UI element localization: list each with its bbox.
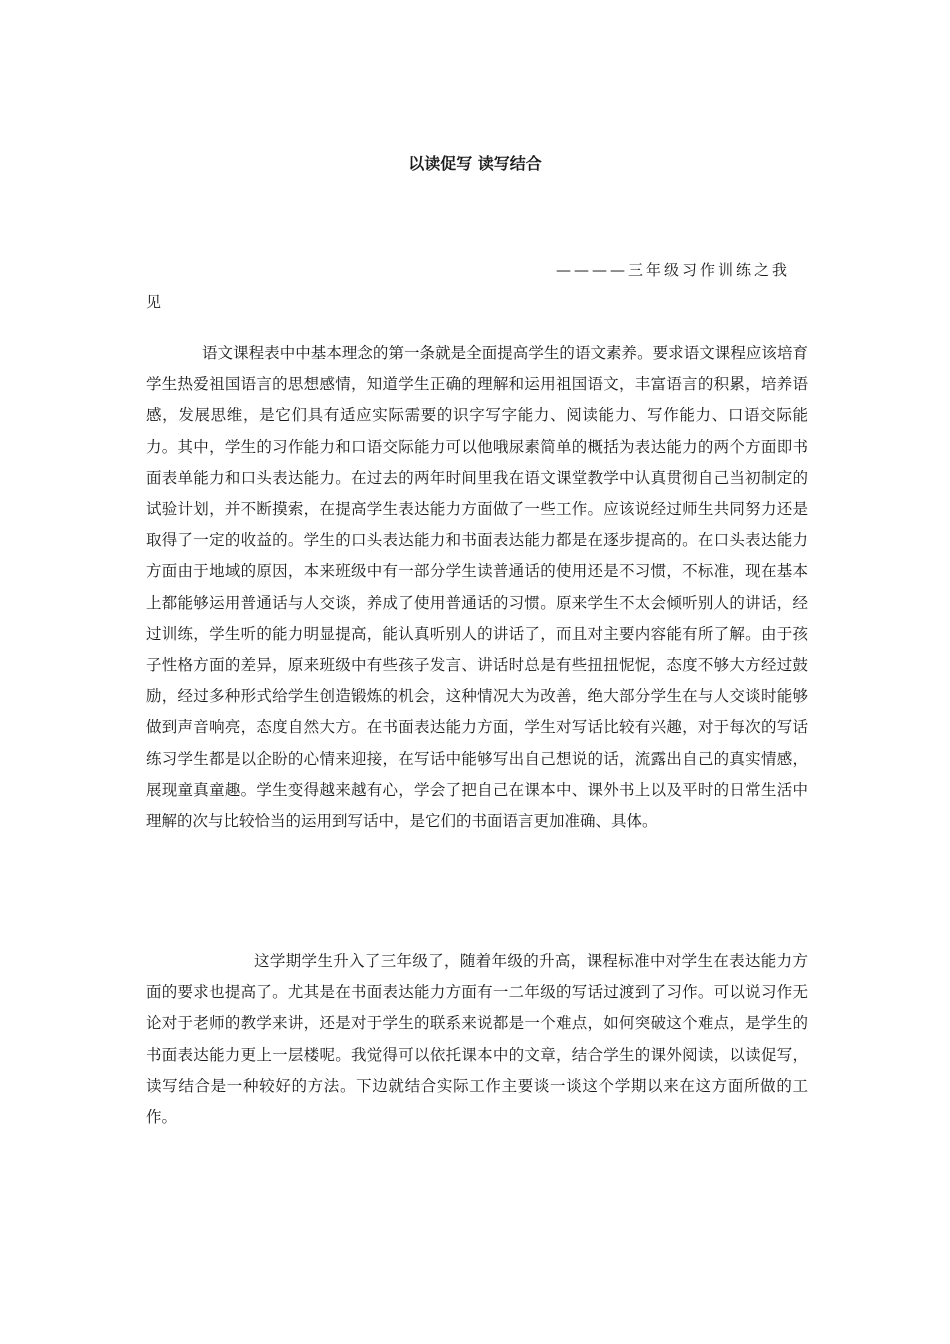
paragraph-1: 语文课程表中中基本理念的第一条就是全面提高学生的语文素养。要求语文课程应该培育学生热爱祖国语言的思想感情，知道学生正确的理解和运用祖国语文，丰富语言的积累，培养语感，发展思维，是它们具有适应实际需要的识字写字能力、阅读能力、写作能力、口语交际能力。其中，学生的习作能力和口语交际能力可以他哦尿素简单的概括为表达能力的两个方面即书面表单能力和口头表达能力。在过去的两年时间里我在语文课堂教学中认真贯彻自己当初制定的试验计划，并不断摸索，在提高学生表达能力方面做了一些工作。应该说经过师生共同努力还是取得了一定的收益的。学生的口头表达能力和书面表达能力都是在逐步提高的。在口头表达能力方面由于地域的原因，本来班级中有一部分学生读普通话的使用还是不习惯，不标准，现在基本上都能够运用普通话与人交谈，养成了使用普通话的习惯。原来学生不太会倾听别人的讲话，经过训练，学生听的能力明显提高，能认真听别人的讲话了，而且对主要内容能有所了解。由于孩子性格方面的差异，原来班级中有些孩子发言、讲话时总是有些扭扭怩怩，态度不够大方经过鼓励，经过多种形式给学生创造锻炼的机会，这种情况大为改善，绝大部分学生在与人交谈时能够做到声音响亮，态度自然大方。在书面表达能力方面，学生对写话比较有兴趣，对于每次的写话练习学生都是以企盼的心情来迎接，在写话中能够写出自己想说的话，流露出自己的真实情感，展现童真童趣。学生变得越来越有心，学会了把自己在课本中、课外书上以及平时的日常生活中理解的次与比较恰当的运用到写话中，是它们的书面语言更加准确、具体。: [146, 344, 808, 831]
document-title: 以读促写 读写结合: [408, 154, 542, 173]
paragraph-2: 这学期学生升入了三年级了，随着年级的升高，课程标准中对学生在表达能力方面的要求也提高了。尤其是在书面表达能力方面有一二年级的写话过渡到了习作。可以说习作无论对于老师的教学来讲，还是对于学生的联系来说都是一个难点，如何突破这个难点，是学生的书面表达能力更上一层楼呢。我觉得可以依托课本中的文章，结合学生的课外阅读，以读促写，读写结合是一种较好的方法。下边就结合实际工作主要谈一谈这个学期以来在这方面所做的工作。: [146, 952, 808, 1127]
document-subtitle: ————三年级习作训练之我见: [146, 261, 791, 311]
